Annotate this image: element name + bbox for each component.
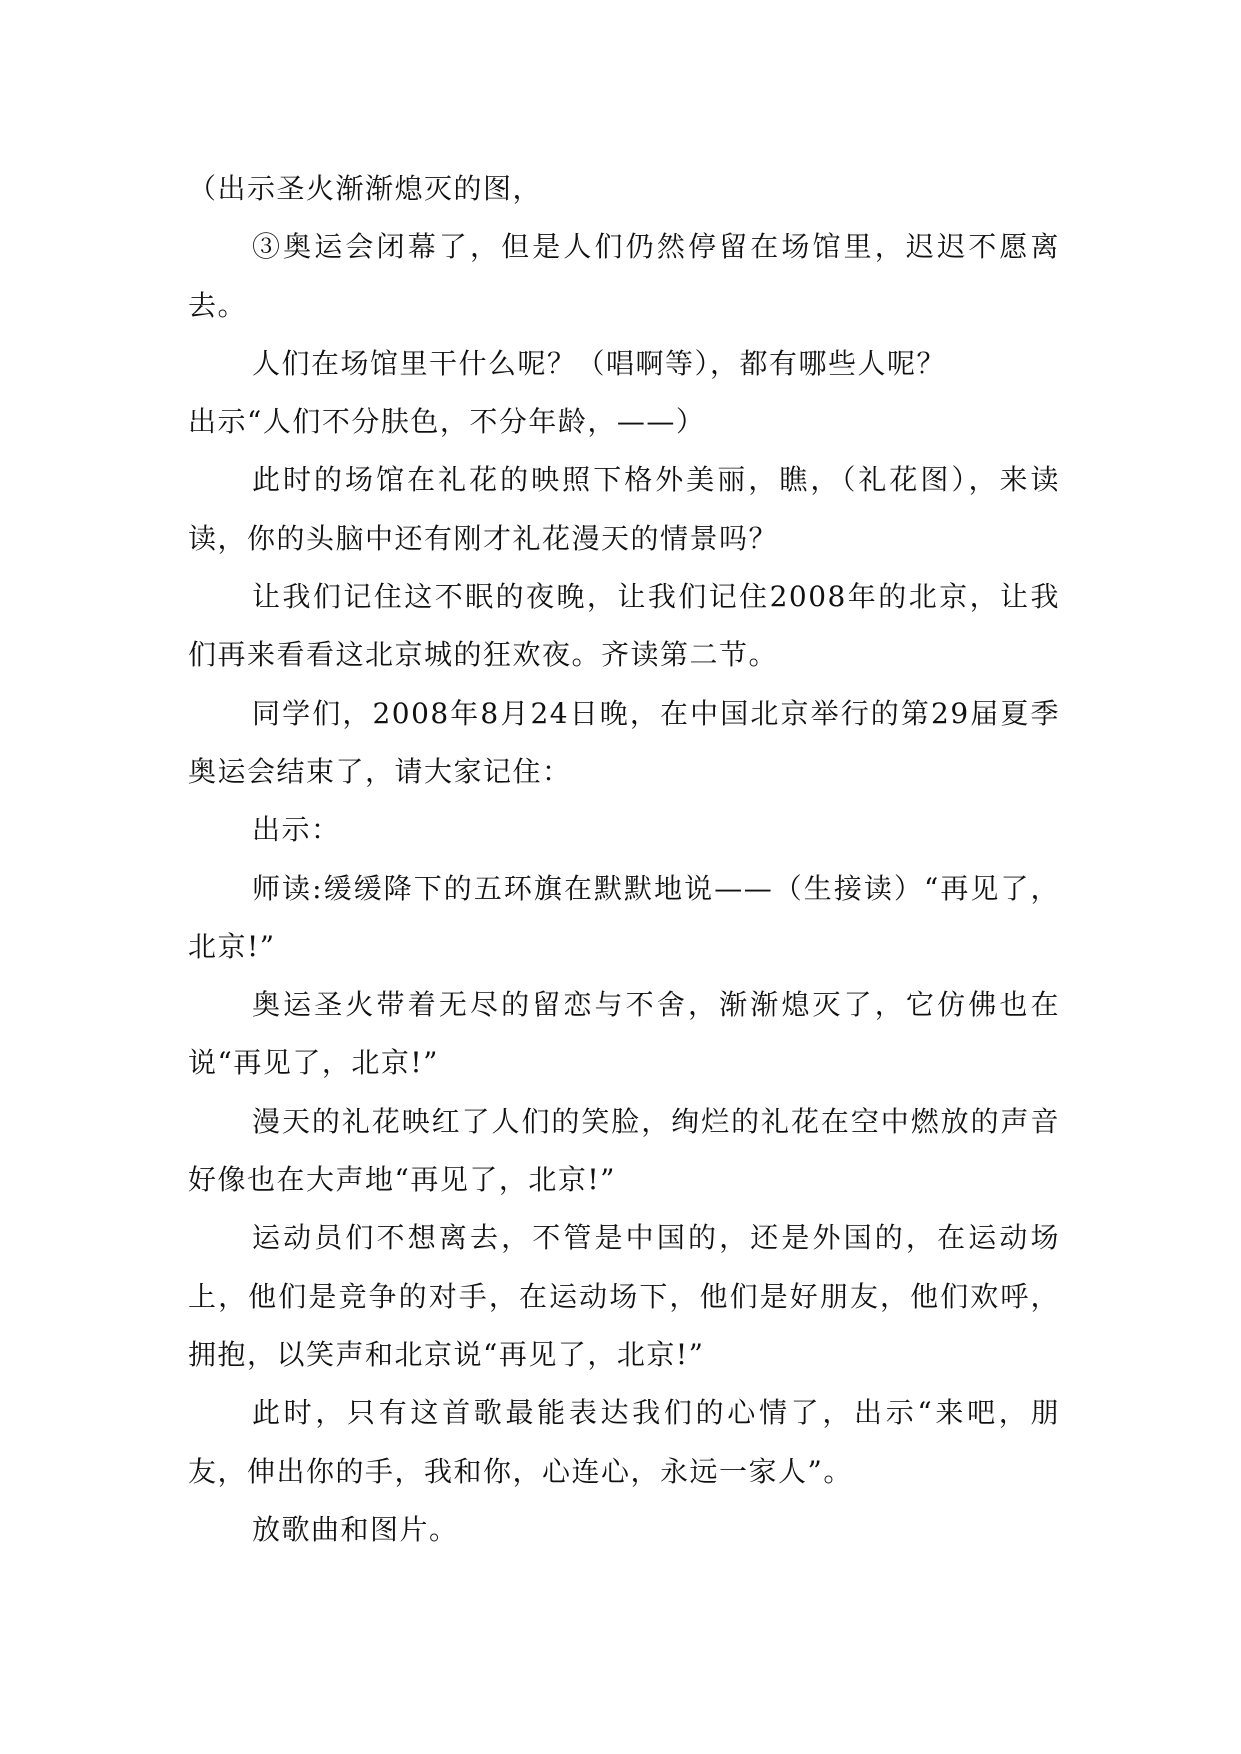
paragraph-5: 此时的场馆在礼花的映照下格外美丽，瞧，（礼花图），来读读，你的头脑中还有刚才礼花漫天的情景吗？ <box>188 463 1060 555</box>
paragraph-14: 放歌曲和图片。 <box>252 1512 459 1546</box>
paragraph-4: 出示“人们不分肤色，不分年龄，——） <box>188 405 706 439</box>
paragraph-2: ③奥运会闭幕了，但是人们仍然停留在场馆里，迟迟不愿离去。 <box>188 230 1060 322</box>
document-body <box>188 160 1060 1559</box>
paragraph-8: 出示： <box>252 813 341 847</box>
paragraph-12: 运动员们不想离去，不管是中国的，还是外国的，在运动场上，他们是竞争的对手，在运动场下，他们是好朋友，他们欢呼，拥抱，以笑声和北京说“再见了，北京!” <box>188 1221 1060 1371</box>
paragraph-7: 同学们，2008年8月24日晚，在中国北京举行的第29届夏季奥运会结束了，请大家记住： <box>188 696 1060 788</box>
paragraph-13: 此时，只有这首歌最能表达我们的心情了，出示“来吧，朋友，伸出你的手，我和你，心连心，永远一家人”。 <box>188 1396 1060 1488</box>
paragraph-3: 人们在场馆里干什么呢？（唱啊等），都有哪些人呢？ <box>252 346 947 380</box>
paragraph-1: （出示圣火渐渐熄灭的图， <box>188 172 543 205</box>
paragraph-9: 师读:缓缓降下的五环旗在默默地说——（生接读）“再见了，北京!” <box>188 871 1060 963</box>
paragraph-11: 漫天的礼花映红了人们的笑脸，绚烂的礼花在空中燃放的声音好像也在大声地“再见了，北京!” <box>188 1104 1060 1197</box>
paragraph-6: 让我们记住这不眠的夜晚，让我们记住2008年的北京，让我们再来看看这北京城的狂欢夜。齐读第二节。 <box>188 580 1060 672</box>
paragraph-10: 奥运圣火带着无尽的留恋与不舍，渐渐熄灭了，它仿佛也在说“再见了，北京!” <box>188 988 1060 1080</box>
